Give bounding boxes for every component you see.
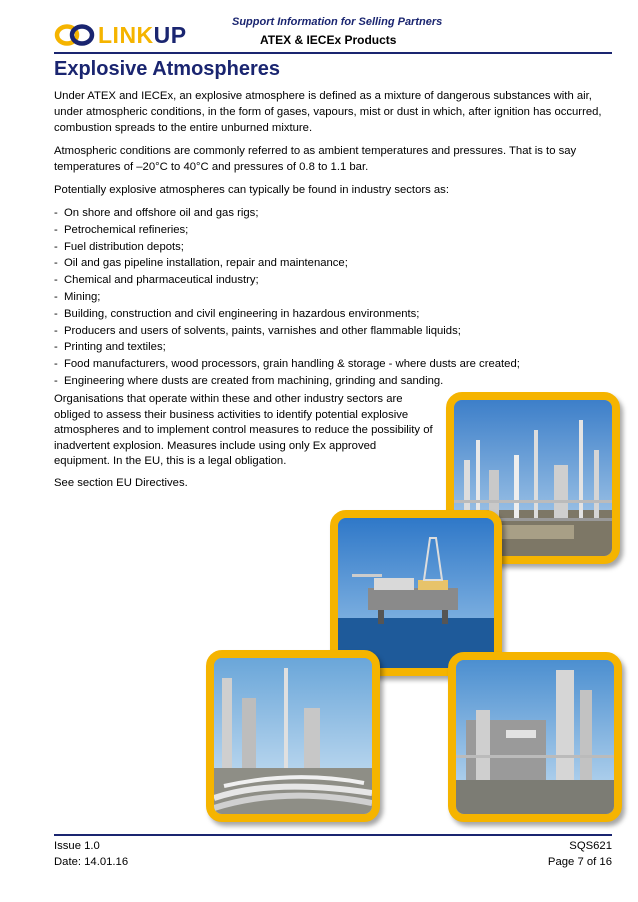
main-content bbox=[54, 88, 614, 390]
list-item: - Petrochemical refineries; bbox=[54, 222, 614, 239]
processing-unit-photo bbox=[448, 652, 622, 822]
obligation-section bbox=[54, 392, 434, 497]
logo-wordmark bbox=[98, 22, 187, 48]
chain-link-logo-icon bbox=[54, 22, 96, 48]
logo-wordmark-link: LINK bbox=[98, 22, 154, 48]
issue-date: Date: 14.01.16 bbox=[54, 856, 129, 868]
list-item: - Engineering where dusts are created from machining, grinding and sanding. bbox=[54, 373, 614, 390]
list-item: - Producers and users of solvents, paints, varnishes and other flammable liquids; bbox=[54, 323, 614, 340]
definition-paragraph: Under ATEX and IECEx, an explosive atmosphere is defined as a mixture of dangerous substances with air, under atmospheric conditions, in the form of gases, vapours, mist or dust in which, after ignition has occurred, combustion spreads to the entire unburned mixture. bbox=[54, 90, 602, 134]
header-divider bbox=[54, 52, 612, 54]
list-item: - Printing and textiles; bbox=[54, 339, 614, 356]
header-title: ATEX & IECEx Products bbox=[260, 33, 397, 47]
list-item: - Food manufacturers, wood processors, grain handling & storage - where dusts are created; bbox=[54, 356, 614, 373]
sectors-list bbox=[54, 205, 614, 390]
page-title: Explosive Atmospheres bbox=[54, 58, 281, 80]
see-also-text: See section EU Directives. bbox=[54, 476, 188, 489]
list-item: - Building, construction and civil engineering in hazardous environments; bbox=[54, 306, 614, 323]
issue-number: Issue 1.0 bbox=[54, 840, 100, 852]
chemical-plant-photo bbox=[206, 650, 380, 822]
obligation-paragraph: Organisations that operate within these and other industry sectors are obliged to assess their business activities to identify potential explosive atmospheres and to implement control measures to reduce the possibility of inadvertent explosion. Measures include using only Ex approved equipment. In the EU, this is a legal obligation. bbox=[54, 393, 433, 467]
logo-wordmark-up: UP bbox=[153, 22, 187, 48]
linkup-logo bbox=[54, 22, 204, 48]
page-number: Page 7 of 16 bbox=[547, 856, 612, 868]
conditions-paragraph: Atmospheric conditions are commonly referred to as ambient temperatures and pressures. That is to say temperatures of –20°C to 40°C and pressures of 0.8 to 1.1 bar. bbox=[54, 145, 577, 173]
document-code: SQS621 bbox=[569, 840, 612, 852]
footer-divider bbox=[54, 834, 612, 836]
header-subtitle: Support Information for Selling Partners bbox=[232, 16, 443, 28]
list-item: - Oil and gas pipeline installation, repair and maintenance; bbox=[54, 255, 614, 272]
list-item: - Mining; bbox=[54, 289, 614, 306]
list-item: - Chemical and pharmaceutical industry; bbox=[54, 272, 614, 289]
list-item: - Fuel distribution depots; bbox=[54, 239, 614, 256]
sectors-intro-paragraph: Potentially explosive atmospheres can typically be found in industry sectors as: bbox=[54, 184, 449, 196]
list-item: - On shore and offshore oil and gas rigs; bbox=[54, 205, 614, 222]
